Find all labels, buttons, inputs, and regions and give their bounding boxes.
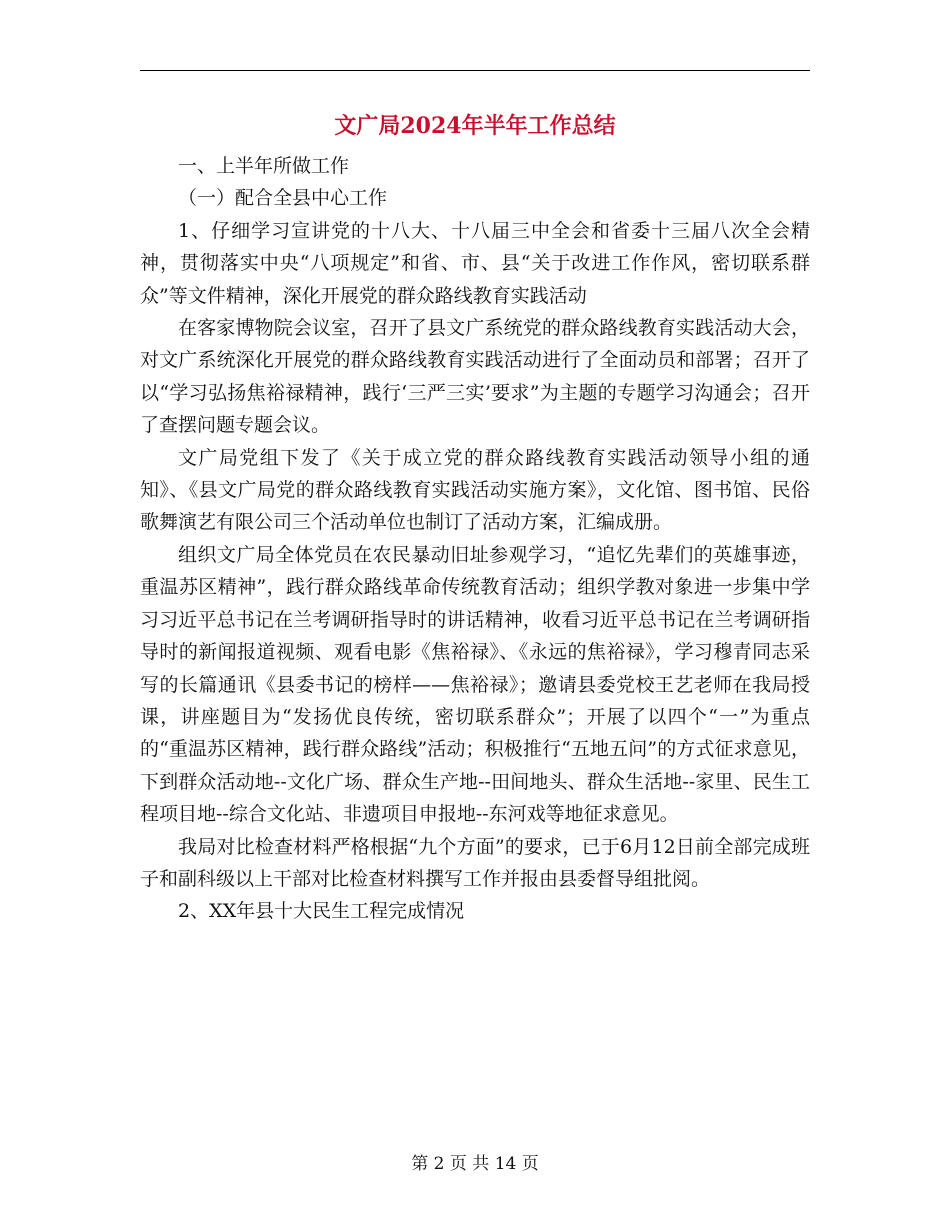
- document-title: 文广局2024年半年工作总结: [334, 113, 616, 139]
- header-rule: [140, 70, 810, 71]
- paragraph: 在客家博物院会议室，召开了县文广系统党的群众路线教育实践活动大会，对文广系统深化开展党的群众路线教育实践活动进行了全面动员和部署；召开了以“学习弘扬焦裕禄精神，践行‘三严三实’要求”为主题的专题学习沟通会；召开了查摆问题专题会议。: [140, 317, 810, 437]
- paragraph: 组织文广局全体党员在农民暴动旧址参观学习，“追忆先辈们的英雄事迹，重温苏区精神”，践行群众路线革命传统教育活动；组织学教对象进一步集中学习习近平总书记在兰考调研指导时的讲话精神，收看习近平总书记在兰考调研指导时的新闻报道视频、观看电影《焦裕禄》、《永远的焦裕禄》，学习穆青同志采写的长篇通讯《县委书记的榜样——焦裕禄》；邀请县委党校王艺老师在我局授课，讲座题目为“发扬优良传统，密切联系群众”；开展了以四个“一”为重点的“重温苏区精神，践行群众路线”活动；积极推行“五地五问”的方式征求意见，下到群众活动地--文化广场、群众生产地--田间地头、群众生活地--家里、民生工程项目地--综合文化站、非遗项目申报地--东河戏等地征求意见。: [140, 543, 810, 826]
- paragraph: 1、仔细学习宣讲党的十八大、十八届三中全会和省委十三届八次全会精神，贯彻落实中央“八项规定”和省、市、县“关于改进工作作风，密切联系群众”等文件精神，深化开展党的群众路线教育实践活动: [140, 219, 810, 307]
- subsection-heading: （一）配合全县中心工作: [178, 187, 388, 210]
- paragraph: 2、XX年县十大民生工程完成情况: [178, 900, 465, 923]
- section-heading: 一、上半年所做工作: [178, 155, 350, 177]
- page-footer: 第 2 页 共 14 页: [411, 1154, 539, 1174]
- paragraph: 我局对比检查材料严格根据“九个方面”的要求，已于6月12日前全部完成班子和副科级以上干部对比检查材料撰写工作并报由县委督导组批阅。: [140, 835, 810, 890]
- paragraph: 文广局党组下发了《关于成立党的群众路线教育实践活动领导小组的通知》、《县文广局党的群众路线教育实践活动实施方案》，文化馆、图书馆、民俗歌舞演艺有限公司三个活动单位也制订了活动方案，汇编成册。: [140, 446, 810, 534]
- document-body: [140, 150, 810, 928]
